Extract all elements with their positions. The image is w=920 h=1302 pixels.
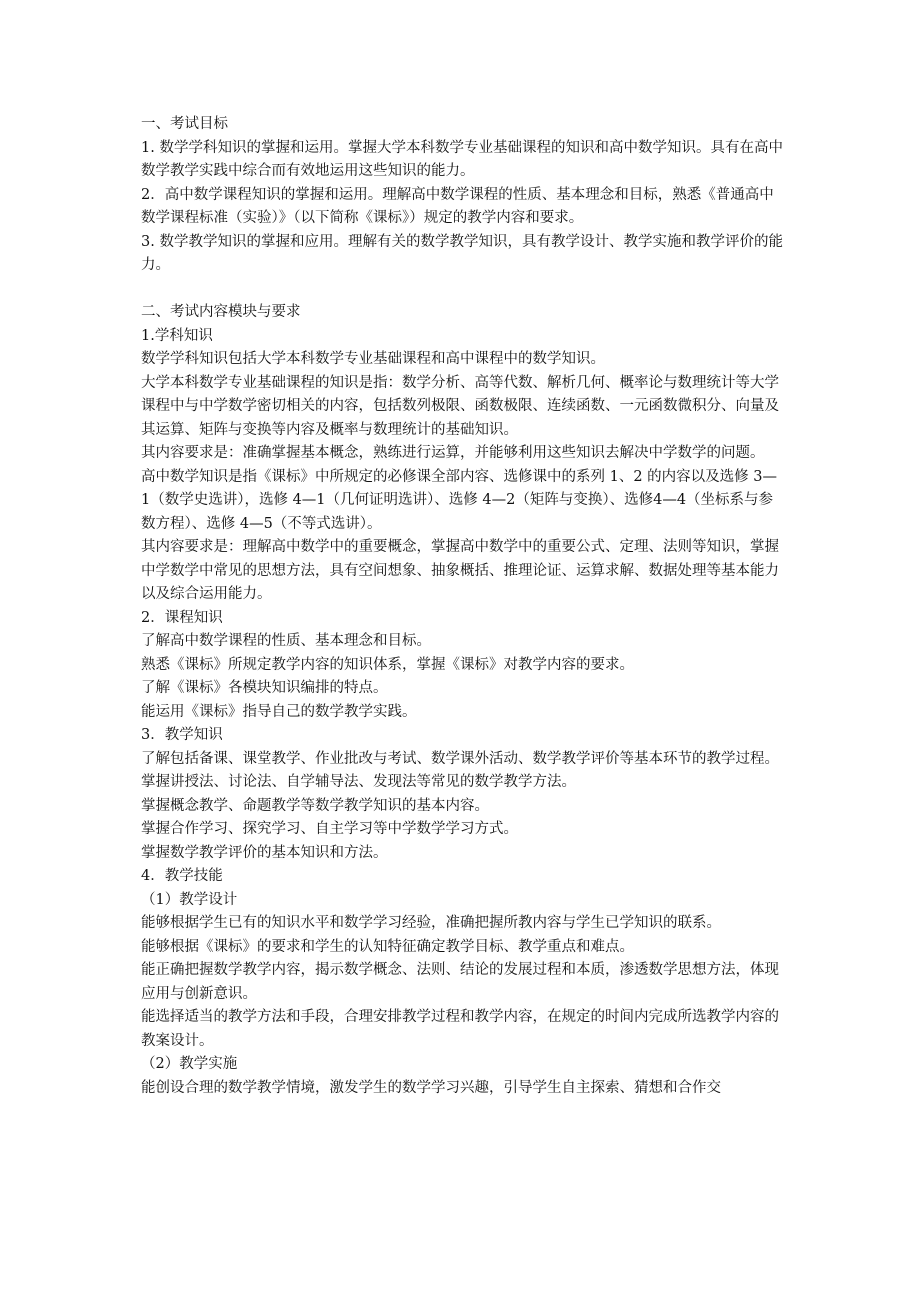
document-page xyxy=(141,113,786,1100)
sub4-part1-paragraph: 能正确把握数学教学内容，揭示数学概念、法则、结论的发展过程和本质，渗透数学思想方法，体现应用与创新意识。 xyxy=(141,962,779,1002)
sub3-paragraph: 了解包括备课、课堂教学、作业批改与考试、数学课外活动、数学教学评价等基本环节的教学过程。 xyxy=(141,750,779,767)
sub2-paragraph: 了解高中数学课程的性质、基本理念和目标。 xyxy=(141,633,431,649)
sub1-paragraph: 大学本科数学专业基础课程的知识是指：数学分析、高等代数、解析几何、概率论与数理统计等大学课程中与中学数学密切相关的内容，包括数列极限、函数极限、连续函数、一元函数微积分、向量及其运算、矩阵与变换等内容及概率与数理统计的基础知识。 xyxy=(141,374,779,438)
sub4-part1-title: （1）教学设计 xyxy=(141,891,238,908)
sub1-paragraph: 其内容要求是：理解高中数学中的重要概念，掌握高中数学中的重要公式、定理、法则等知识，掌握中学数学中常见的思想方法，具有空间想象、抽象概括、推理论证、运算求解、数据处理等基本能力以及综合运用能力。 xyxy=(141,539,779,602)
sub4-part1-paragraph: 能够根据学生已有的知识水平和数学学习经验，准确把握所教内容与学生已学知识的联系。 xyxy=(141,915,721,931)
sub4-part1-paragraph: 能选择适当的教学方法和手段，合理安排教学过程和教学内容，在规定的时间内完成所选教学内容的教案设计。 xyxy=(141,1009,779,1049)
sub4-part2-title: （2）教学实施 xyxy=(141,1056,238,1072)
section1-item-1: 1. 数学学科知识的掌握和运用。掌握大学本科数学专业基础课程的知识和高中数学知识。具有在高中数学教学实践中综合而有效地运用这些知识的能力。 xyxy=(141,139,783,179)
sub4-part1-paragraph: 能够根据《课标》的要求和学生的认知特征确定教学目标、教学重点和难点。 xyxy=(141,938,634,955)
section2-heading: 二、考试内容模块与要求 xyxy=(141,304,301,320)
sub3-paragraph: 掌握讲授法、讨论法、自学辅导法、发现法等常见的数学教学方法。 xyxy=(141,774,576,790)
sub2-title: 2．课程知识 xyxy=(141,609,223,626)
sub3-paragraph: 掌握合作学习、探究学习、自主学习等中学数学学习方式。 xyxy=(141,821,518,837)
section-spacer xyxy=(141,278,786,302)
sub4-part2-paragraph: 能创设合理的数学教学情境，激发学生的数学学习兴趣，引导学生自主探索、猜想和合作交 xyxy=(141,1079,721,1096)
sub2-paragraph: 了解《课标》各模块知识编排的特点。 xyxy=(141,680,388,696)
sub3-paragraph: 掌握概念教学、命题教学等数学教学知识的基本内容。 xyxy=(141,797,489,814)
sub1-paragraph: 其内容要求是：准确掌握基本概念，熟练进行运算，并能够利用这些知识去解决中学数学的问题。 xyxy=(141,445,765,461)
section1-heading: 一、考试目标 xyxy=(141,116,228,132)
sub1-title: 1.学科知识 xyxy=(141,327,213,344)
sub4-title: 4．教学技能 xyxy=(141,868,223,884)
section1-item-2: 2．高中数学课程知识的掌握和运用。理解高中数学课程的性质、基本理念和目标，熟悉《普通高中数学课程标准（实验）》（以下简称《课标》）规定的教学内容和要求。 xyxy=(141,186,774,226)
sub2-paragraph: 能运用《课标》指导自己的数学教学实践。 xyxy=(141,703,417,720)
sub3-paragraph: 掌握数学教学评价的基本知识和方法。 xyxy=(141,844,388,861)
sub1-paragraph: 数学学科知识包括大学本科数学专业基础课程和高中课程中的数学知识。 xyxy=(141,351,605,367)
sub3-title: 3．教学知识 xyxy=(141,727,223,743)
sub1-paragraph: 高中数学知识是指《课标》中所规定的必修课全部内容、选修课中的系列 1、2 的内容以及选修 3—1（数学史选讲），选修 4—1（几何证明选讲）、选修 4—2（矩阵与变换）、选修4—4（坐标系与参数方程）、选修 4—5（不等式选讲）。 xyxy=(141,468,777,532)
section1-item-3: 3. 数学教学知识的掌握和应用。理解有关的数学教学知识，具有教学设计、教学实施和教学评价的能力。 xyxy=(141,233,783,273)
sub2-paragraph: 熟悉《课标》所规定教学内容的知识体系，掌握《课标》对教学内容的要求。 xyxy=(141,656,634,673)
